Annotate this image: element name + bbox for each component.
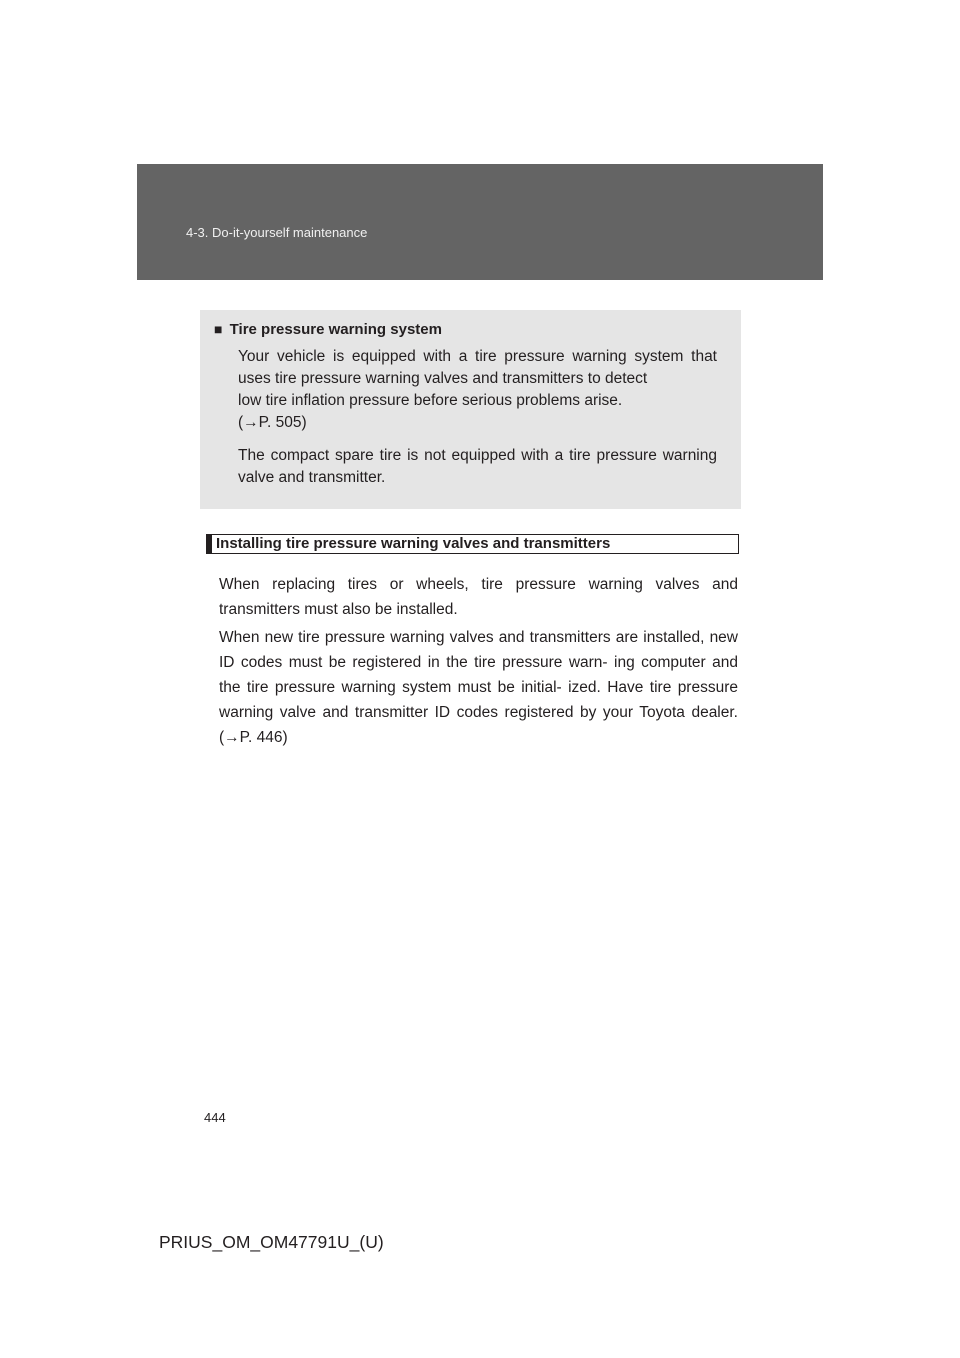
heading-bar: [207, 535, 212, 553]
body-paragraph-registration: When new tire pressure warning valves and transmitters are installed, new ID codes must be registered in the tire pressure warn- ing computer and the tire pressure warning system must be initial- ized. Have tire pressure warning valve and transmitter ID codes registered by your Toyota dealer. (→P. 446): [219, 629, 738, 746]
note-title-text: Tire pressure warning system: [229, 321, 442, 338]
note-title: [214, 321, 442, 338]
note-paragraph-last-line: low tire inflation pressure before serious problems arise.: [238, 392, 623, 409]
note-paragraph: [238, 346, 717, 412]
document-id: PRIUS_OM_OM47791U_(U): [159, 1232, 384, 1252]
section-label: 4-3. Do-it-yourself maintenance: [186, 225, 368, 240]
section-heading: [206, 534, 739, 554]
page-reference-link[interactable]: (→P. 505): [238, 414, 307, 431]
note-paragraph-text: Your vehicle is equipped with a tire pressure warning system that uses tire pressure warning valves and transmitters to detect: [238, 348, 717, 387]
info-note-box: [200, 310, 741, 509]
section-heading-text: Installing tire pressure warning valves and transmitters: [216, 535, 611, 552]
note-paragraph-spare-tire: The compact spare tire is not equipped with a tire pressure warning valve and transmitter.: [238, 447, 717, 486]
square-bullet-icon: ■: [214, 321, 223, 337]
chapter-header-band: [137, 164, 823, 280]
page-number: 444: [204, 1110, 226, 1125]
body-paragraph-replacing: When replacing tires or wheels, tire pressure warning valves and transmitters must also be installed.: [219, 576, 738, 618]
